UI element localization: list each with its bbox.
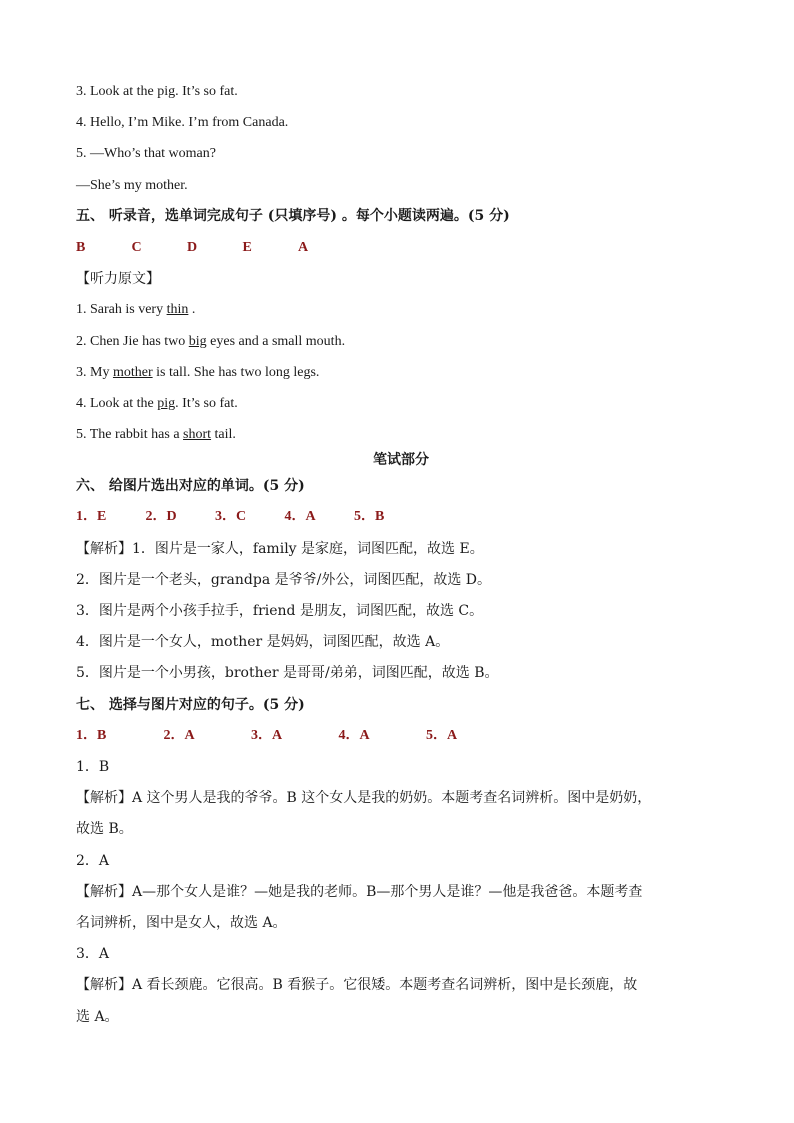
transcript-label: 【听力原文】: [76, 271, 160, 287]
listening-line: 5. —Who’s that woman?: [76, 146, 216, 161]
listening-line: —She’s my mother.: [76, 178, 188, 193]
analysis-line: 2．A: [76, 853, 110, 869]
answer: 3．C: [215, 509, 247, 524]
answer: 1．E: [76, 509, 107, 524]
answer: E: [242, 240, 252, 255]
explanation-line: 3．图片是两个小孩手拉手，friend 是朋友，词图匹配，故选 C。: [76, 603, 484, 619]
section-six-heading: 六、 给图片选出对应的单词。(5 分): [76, 478, 305, 494]
answer: 3．A: [251, 728, 283, 743]
answer: B: [76, 240, 86, 255]
underlined-word: pig: [157, 396, 176, 411]
section-five-answers: [76, 239, 308, 257]
explanation-line: 4．图片是一个女人，mother 是妈妈，词图匹配，故选 A。: [76, 634, 450, 650]
explanation-line: 【解析】1．图片是一家人，family 是家庭，词图匹配，故选 E。: [76, 541, 484, 557]
analysis-line: 名词辨析，图中是女人，故选 A。: [76, 915, 287, 931]
answer: C: [131, 240, 142, 255]
transcript-line: 5. The rabbit has a short tail.: [76, 427, 236, 442]
written-part-title: 笔试部分: [373, 452, 429, 468]
transcript-line: 1. Sarah is very thin .: [76, 302, 196, 317]
transcript-line: 2. Chen Jie has two big eyes and a small mouth.: [76, 334, 346, 349]
transcript-line: 3. My mother is tall. She has two long legs.: [76, 365, 320, 380]
answer: 2．D: [145, 509, 177, 524]
listening-line: 3. Look at the pig. It’s so fat.: [76, 84, 238, 99]
transcript-line: 4. Look at the pig. It’s so fat.: [76, 396, 238, 411]
section-seven-answers: [76, 727, 457, 745]
answer: 5．B: [354, 509, 385, 524]
answer: 4．A: [284, 509, 316, 524]
section-five-heading: 五、 听录音，选单词完成句子 (只填序号) 。每个小题读两遍。(5 分): [76, 208, 510, 224]
explanation-line: 2．图片是一个老头，grandpa 是爷爷/外公，词图匹配，故选 D。: [76, 572, 492, 588]
underlined-word: thin: [166, 302, 189, 317]
answer: 1．B: [76, 728, 107, 743]
analysis-line: 1．B: [76, 759, 110, 775]
underlined-word: mother: [112, 365, 153, 380]
analysis-line: 3．A: [76, 946, 110, 962]
analysis-line: 故选 B。: [76, 821, 133, 837]
answer: 2．A: [163, 728, 195, 743]
listening-line: 4. Hello, I’m Mike. I’m from Canada.: [76, 115, 289, 130]
underlined-word: short: [183, 427, 212, 442]
analysis-line: 选 A。: [76, 1009, 119, 1025]
underlined-word: big: [188, 334, 207, 349]
answer: A: [298, 240, 309, 255]
analysis-line: 【解析】A 看长颈鹿。它很高。B 看猴子。它很矮。本题考查名词辨析，图中是长颈鹿，故: [76, 977, 638, 993]
explanation-line: 5．图片是一个小男孩，brother 是哥哥/弟弟，词图匹配，故选 B。: [76, 665, 499, 681]
answer: D: [187, 240, 198, 255]
answer: 5．A: [426, 728, 458, 743]
analysis-line: 【解析】A 这个男人是我的爷爷。B 这个女人是我的奶奶。本题考查名词辨析。图中是奶奶，: [76, 790, 652, 806]
section-seven-heading: 七、 选择与图片对应的句子。(5 分): [76, 697, 305, 713]
answer: 4．A: [338, 728, 370, 743]
analysis-line: 【解析】A—那个女人是谁？—她是我的老师。B—那个男人是谁？—他是我爸爸。本题考查: [76, 884, 643, 900]
section-six-answers: [76, 508, 384, 526]
